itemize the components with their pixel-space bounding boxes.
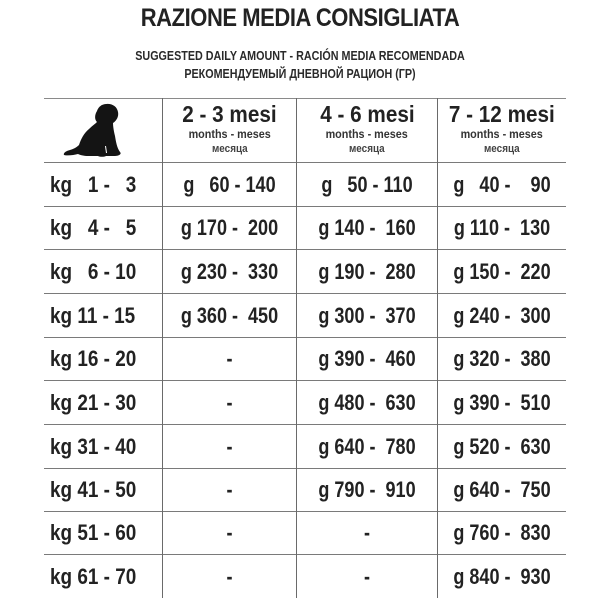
amount-cell-4-6: g 50 - 110 (321, 171, 413, 197)
weight-cell: kg 16 - 20 (50, 346, 137, 371)
weight-cell: kg 51 - 60 (50, 520, 137, 545)
amount-cell-4-6: g 640 - 780 (318, 433, 416, 459)
page-title: RAZIONE MEDIA CONSIGLIATA (140, 4, 460, 32)
weight-cell: kg 61 - 70 (50, 563, 137, 589)
column-header-sub-ru: месяца (211, 143, 248, 155)
amount-cell-4-6: g 300 - 370 (318, 302, 416, 328)
amount-cell-7-12: g 640 - 750 (453, 477, 551, 502)
amount-cell-4-6: g 790 - 910 (318, 477, 416, 502)
amount-cell-7-12: g 840 - 930 (453, 563, 551, 589)
amount-cell-4-6: g 140 - 160 (318, 215, 416, 240)
amount-cell-7-12: g 110 - 130 (453, 215, 551, 240)
column-header-sub: months - meses (188, 127, 271, 141)
column-header-sub: months - meses (325, 127, 409, 141)
amount-cell-7-12: g 150 - 220 (453, 258, 551, 284)
amount-cell-4-6: - (363, 563, 370, 589)
subtitle-english-spanish: SUGGESTED DAILY AMOUNT - RACIÓN MEDIA RECOMENDADA (135, 49, 465, 63)
column-header-label: 4 - 6 mesi (319, 101, 415, 127)
column-divider (296, 98, 297, 598)
column-header-sub: months - meses (460, 127, 544, 141)
amount-cell-7-12: g 320 - 380 (453, 346, 551, 371)
column-header-4-6-months (297, 99, 437, 162)
amount-cell-2-3: - (226, 563, 233, 589)
weight-cell: kg 11 - 15 (50, 302, 136, 328)
column-header-sub-ru: месяца (484, 143, 520, 155)
amount-cell-4-6: g 480 - 630 (318, 389, 416, 415)
column-header-2-3-months (163, 99, 296, 162)
weight-cell: kg 6 - 10 (50, 258, 137, 284)
amount-cell-7-12: g 520 - 630 (453, 433, 551, 459)
weight-cell: kg 21 - 30 (50, 389, 137, 415)
weight-cell: kg 4 - 5 (50, 215, 137, 240)
column-header-7-12-months (438, 99, 566, 162)
weight-cell: kg 41 - 50 (50, 477, 137, 502)
weight-cell: kg 31 - 40 (50, 433, 137, 459)
amount-cell-7-12: g 40 - 90 (453, 171, 551, 197)
amount-cell-2-3: - (226, 477, 233, 502)
amount-cell-4-6: g 190 - 280 (318, 258, 416, 284)
amount-cell-2-3: g 60 - 140 (183, 171, 276, 197)
amount-cell-2-3: - (226, 346, 233, 371)
amount-cell-2-3: - (226, 389, 233, 415)
column-header-label: 7 - 12 mesi (449, 101, 555, 127)
amount-cell-2-3: g 360 - 450 (180, 302, 279, 328)
subtitle-russian: РЕКОМЕНДУЕМЫЙ ДНЕВНОЙ РАЦИОН (ГР) (184, 67, 416, 81)
column-header-sub-ru: месяца (349, 143, 385, 155)
amount-cell-4-6: g 390 - 460 (318, 346, 416, 371)
amount-cell-2-3: - (226, 433, 233, 459)
amount-cell-2-3: g 170 - 200 (180, 215, 279, 240)
column-divider (162, 98, 163, 598)
amount-cell-2-3: - (226, 520, 233, 545)
amount-cell-7-12: g 240 - 300 (453, 302, 551, 328)
column-header-label: 2 - 3 mesi (182, 101, 277, 127)
amount-cell-7-12: g 760 - 830 (453, 520, 551, 545)
amount-cell-4-6: - (363, 520, 370, 545)
amount-cell-7-12: g 390 - 510 (453, 389, 551, 415)
puppy-silhouette-icon (62, 102, 130, 160)
weight-cell: kg 1 - 3 (50, 171, 137, 197)
column-divider (437, 98, 438, 598)
amount-cell-2-3: g 230 - 330 (180, 258, 279, 284)
